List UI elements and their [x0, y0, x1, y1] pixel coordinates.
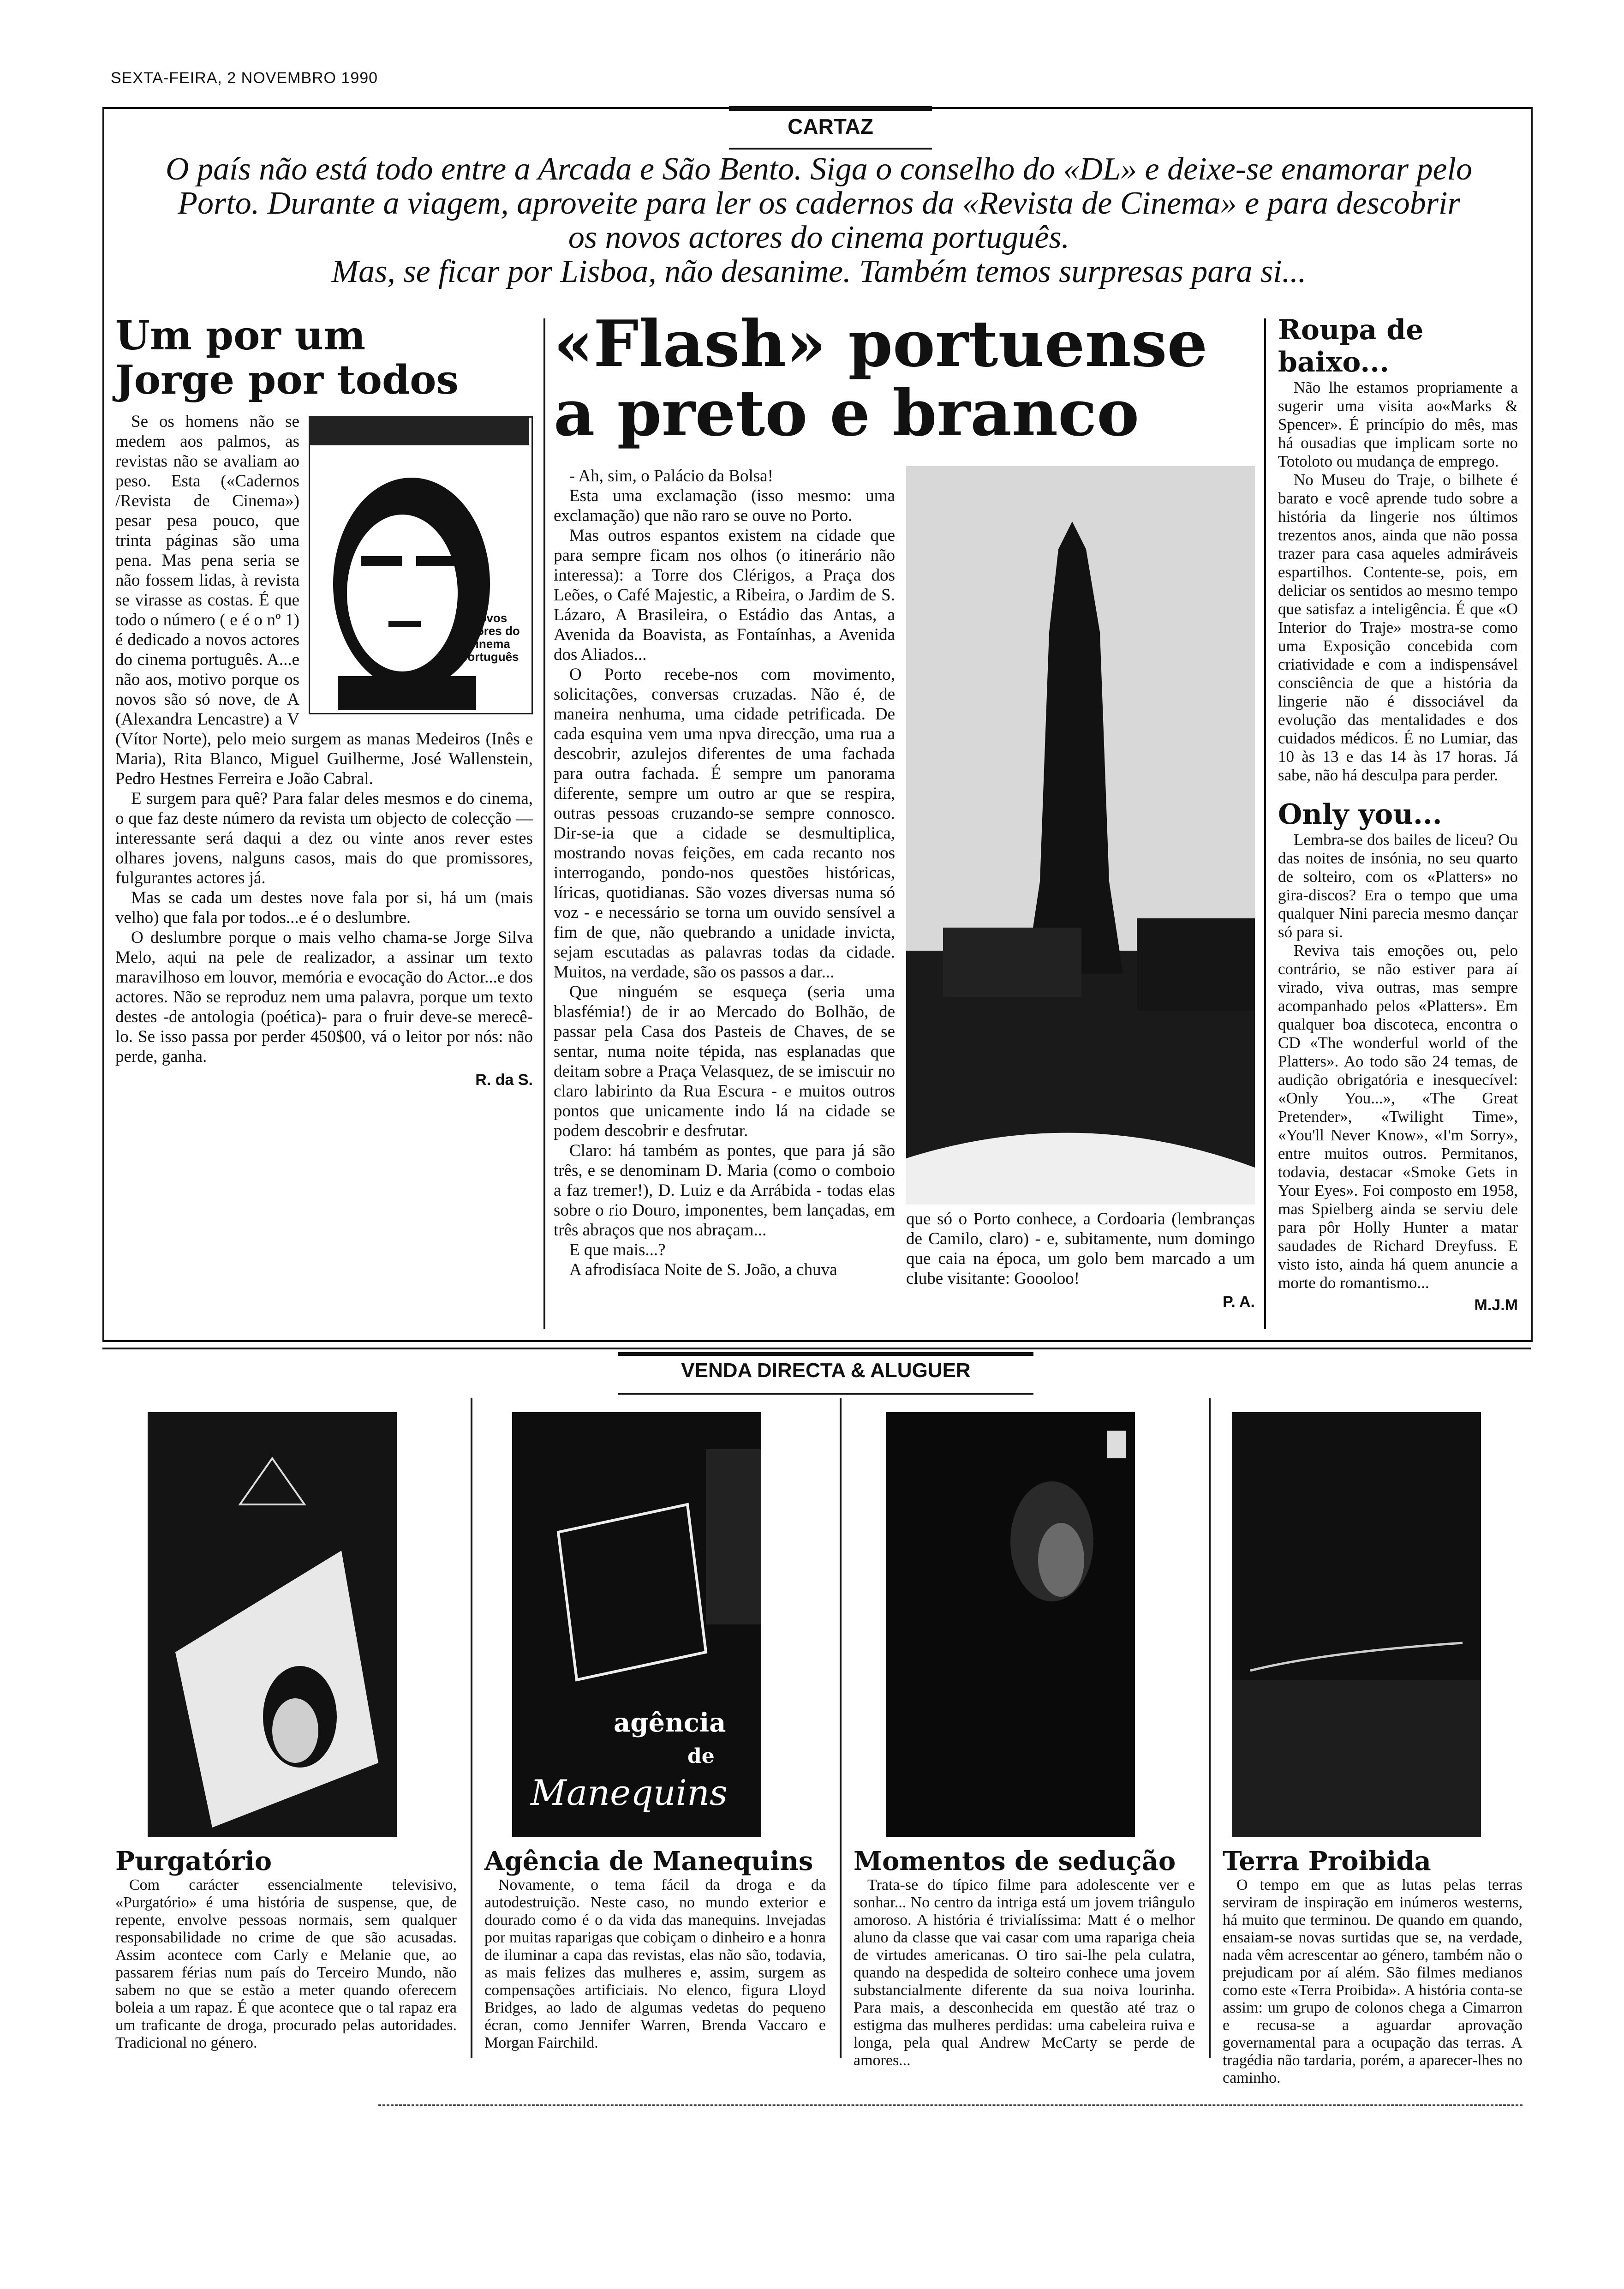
film-momentos — [854, 1412, 1195, 2069]
film-purgatorio — [115, 1412, 457, 2052]
article-center — [554, 306, 1255, 1312]
film-title-purgatorio: Purgatório — [115, 1846, 272, 1876]
film-agencia — [484, 1412, 826, 2052]
article-right-p4: Reviva tais emoções ou, pelo contrário, se não estiver para aí virado, viva outras, mas sempre acompanhado pelos «Platters». Em qualquer boa discoteca, encontra o CD «The wonderful world of the Platters». Ao todo são 24 temas, de audição obrigatória e inesquecível: «Only You...», «The Great Pretender», «Twilight Time», «You'll Never Know», «I'm Sorry», entre muitos outros. Permitanos, todavia, destacar «Smoke Gets in Your Eyes». Foi composto em 1958, mas Spielberg ainda se serviu dele para pôr Holly Hunter a matar saudades de Richard Dreyfuss. E visto isto, ainda há quem anuncie a morte do romantismo... — [1278, 941, 1518, 1292]
agencia-cover-title-3: Manequins — [531, 1772, 728, 1813]
film-text-agencia: Novamente, o tema fácil da droga e da autodestruição. Neste caso, no mundo exterior e dourado como é o da vida das manequins. Invejadas por muitas raparigas que cobiçam o dinheiro e a honra de iluminar a capa das revistas, elas não são, todavia, as mais felizes das mulheres e, assim, surgem as compensações artificiais. No elenco, figura Lloyd Bridges, ao lado de algumas vedetas do pequeno écran, como Jennifer Warren, Brenda Vaccaro e Morgan Fairchild. — [484, 1876, 826, 2051]
article-left-p2: E surgem para quê? Para falar deles mesmos e do cinema, o que faz deste número da revista um objecto de colecção — interessante será daqui a dez ou vinte anos rever estes olhares jovens, nalguns casos, mais do que promissores, fulgurantes actores já. — [115, 789, 533, 887]
article-left-p4: O deslumbre porque o mais velho chama-se Jorge Silva Melo, aqui na pele de realizador, a assinar um texto maravilhoso em louvor, memória e evocação do Actor...e dos actores. Não se reproduz nem uma palavra, porque um texto destes -de antologia (poética)- para o fruir deve-se merecê-lo. Se isso passa por perder 450$00, vá o leitor por nós: não perde, ganha. — [115, 928, 533, 1066]
film-text-purgatorio: Com carácter essencialmente televisivo, «Purgatório» é uma história de suspense, que, de repente, envolve pessoas normais, sem qualquer responsabilidade no crime de que são acusadas. Assim acontece com Carly e Melanie que, ao passarem férias num país do Terceiro Mundo, não sabem no que se estão a meter quando oferecem boleia a um rapaz. É que acontece que o tal rapaz era um traficante de droga, procurado pelas autoridades. Tradicional no género. — [115, 1876, 457, 2051]
article-center-p4: O Porto recebe-nos com movimento, solicitações, conversas cruzadas. Não é, de maneira nenhuma, uma cidade petrificada. De cada esquina vem uma npva direcção, uma rua a descobrir, azulejos diferentes de uma fachada para outra fachada. É sempre um panorama diferente, sempre um outro ar que se respira, outras pessoas cruzando-se sempre connosco. Dir-se-ia que a cidade se desmultiplica, mostrando novas feições, em cada recanto nos interrogando, pondo-nos questões históricas, líricas, quotidianas. São vozes diversas numa só voz - e necessário se torna um ouvido sensível a fim de que, não quebrando a unidade invicta, sejam escutadas as palavras todas da cidade. Muitos, na verdade, são os passos a dar... — [554, 665, 895, 982]
column-rule-right — [1264, 318, 1266, 1329]
article-left-p1: Se os homens não se medem aos palmos, as revistas não se avaliam ao peso. Esta («Cadernos /Revista de Cinema») pesar pesa pouco, que trinta páginas são uma pena. Mas pena seria se não fossem lidas, à revista se virasse as costas. É que todo o número ( e é o nº 1) é dedicado a novos actores do cinema português. A...e não aos, motivo porque os novos são só nove, de A (Alexandra Lencastre) a V (Vítor Norte), pelo meio surgem as manas Medeiros (Inês e Maria), Rita Blanco, Miguel Guilherme, José Wallenstein, Pedro Hestnes Ferreira e João Cabral. — [115, 412, 533, 788]
intro-line-4: Mas, se ficar por Lisboa, não desanime. Também temos surpresas para si... — [331, 254, 1307, 289]
article-center-p8: A afrodisíaca Noite de S. João, a chuva — [569, 1260, 837, 1279]
article-right-signature: M.J.M — [1474, 1296, 1518, 1314]
article-center-p5: Que ninguém se esqueça (seria uma blasfémia!) de ir ao Mercado do Bolhão, de passar pela Casa dos Pasteis de Chaves, de se sentar, numa noite tépida, nas esplanadas que deitam sobre a Praça Velasquez, de se imiscuir no claro labirinto da Rua Escura - e muitos outros pontos que unicamente indo lá na cidade se podem descobrir e desfrutar. — [554, 983, 895, 1140]
film-rule-3 — [1209, 1398, 1211, 2058]
venda-title: VENDA DIRECTA & ALUGUER — [618, 1352, 1033, 1395]
article-left-title-2: Jorge por todos — [115, 357, 459, 403]
momentos-cover-image — [886, 1412, 1135, 1837]
article-right-title-2: Only you... — [1278, 798, 1442, 831]
agencia-cover-image — [512, 1412, 761, 1837]
venda-top-rule — [102, 1348, 1531, 1349]
article-center-p6: Claro: há também as pontes, que para já são três, e se denominam D. Maria (como o comboio a faz tremer!), D. Luiz e da Arrábida - todas elas sobre o rio Douro, imponentes, bem lançadas, em três abraços que nos abraçam... — [554, 1141, 895, 1240]
face-portrait-icon — [310, 418, 529, 710]
article-center-title-2: a preto e branco — [554, 375, 1140, 450]
article-right-p2: No Museu do Traje, o bilhete é barato e você aprende tudo sobre a história da lingerie nos últimos trezentos anos, ainda que não possa trazer para casa aqueles admiráveis espartilhos. Contente-se, pois, em deliciar os sentidos ao mesmo tempo que satisfaz a inteligência. É que «O Interior do Traje» mostra-se como uma Exposição concebida com criatividade e com a indispensável consciência de que a história da lingerie não é dissociável da evolução das mentalidades e dos cuidados médicos. É no Lumiar, das 10 às 13 e das 14 às 17 horas. Já sabe, não há desculpa para perder. — [1278, 471, 1518, 784]
article-right-p1: Não lhe estamos propriamente a sugerir uma visita ao«Marks & Spencer». É princípio do mês, mas há ousadias que implicam sorte no Totoloto ou mudança de emprego. — [1278, 378, 1518, 470]
article-center-p9: que só o Porto conhece, a Cordoaria (lembranças de Camilo, claro) - e, subitamente, num domingo que caia na época, um golo bem marcado a um clube visitante: Goooloo! — [906, 1210, 1255, 1288]
clerigos-tower-photo — [906, 466, 1255, 1204]
intro-line-2: Porto. Durante a viagem, aproveite para ler os cadernos da «Revista de Cinema» e para descobrir — [178, 186, 1460, 221]
agencia-cover-title-2: de — [687, 1744, 715, 1768]
article-center-p1: - Ah, sim, o Palácio da Bolsa! — [569, 467, 773, 485]
article-right — [1278, 314, 1518, 1314]
intro-line-1: O país não está todo entre a Arcada e São Bento. Siga o conselho do «DL» e deixe-se enamorar pelo — [166, 151, 1472, 187]
page-date: SEXTA-FEIRA, 2 NOVEMBRO 1990 — [111, 69, 378, 87]
film-text-momentos: Trata-se do típico filme para adolescente ver e sonhar... No centro da intriga está um jovem triângulo amoroso. A história é trivialíssima: Matt é o melhor aluno da classe que vai casar com uma rapariga cheia de virtudes americanas. O tiro sai-lhe pela culatra, quando na despedida de solteiro conhece uma jovem substancialmente diferente da sua noiva lourinha. Para mais, a desconhecida em questão até traz o estigma das mulheres perdidas: uma cabeleira ruiva e longa, pela qual Andrew McCarty se perde de amores... — [854, 1876, 1195, 2069]
woman-portrait-icon — [148, 1412, 397, 1837]
intro-line-3: os novos actores do cinema português. — [568, 220, 1070, 255]
article-left — [115, 314, 533, 1090]
article-center-p3: Mas outros espantos existem na cidade que para sempre ficam nos olhos (o itinerário não interessa): a Torre dos Clérigos, a Praça dos Leões, o Café Majestic, a Ribeira, o Jardim de S. Lázaro, A Brasileira, o Estádio das Antas, a Avenida da Boavista, as Fontaínhas, a Avenida dos Aliados... — [554, 526, 895, 664]
article-left-signature: R. da S. — [475, 1071, 533, 1089]
tower-silhouette-icon — [906, 466, 1255, 1204]
terra-cover-image — [1232, 1412, 1481, 1837]
bottom-rule — [378, 2104, 1522, 2106]
article-right-title-1: Roupa de baixo... — [1278, 314, 1424, 378]
film-rule-2 — [840, 1398, 842, 2058]
agencia-cover-title-1: agência — [614, 1708, 726, 1738]
article-center-title-1: «Flash» portuense — [554, 306, 1208, 381]
magazine-cover-caption: novos actores do cinema português — [459, 611, 520, 664]
article-right-p3: Lembra-se dos bailes de liceu? Ou das noites de insónia, no seu quarto de solteiro, com os «Platters» no gira-discos? Era o tempo que uma qualquer Nini parecia mesmo dançar só para si. — [1278, 831, 1518, 941]
film-text-terra: O tempo em que as lutas pelas terras serviram de inspiração em inúmeros westerns, há muito que terminou. De quando em quando, ensaiam-se novas surtidas que se, na verdade, nada vêm acrescentar ao género, também não o prejudicam por aí além. São filmes medianos como este «Terra Proibida». A história conta-se assim: um grupo de colonos chega a Cimarron e recusa-se a aguardar aprovação governamental para a ocupação das terras. A tragédia não tardaria, porém, a aparecer-lhes no caminho. — [1223, 1876, 1522, 2086]
intro-text — [138, 152, 1499, 289]
article-center-signature: P. A. — [1223, 1293, 1255, 1311]
article-center-p2: Esta uma exclamação (isso mesmo: uma exclamação) que não raro se ouve no Porto. — [554, 486, 895, 525]
article-center-p7: E que mais...? — [569, 1240, 666, 1259]
magazine-cover-image — [309, 416, 533, 714]
couple-silhouette-icon — [886, 1412, 1135, 1837]
purgatorio-cover-image — [148, 1412, 397, 1837]
article-left-p3: Mas se cada um destes nove fala por si, há um (mais velho) que fala por todos...e é o deslumbre. — [115, 888, 533, 927]
section-title: CARTAZ — [729, 106, 932, 150]
film-title-momentos: Momentos de sedução — [854, 1846, 1176, 1876]
film-title-agencia: Agência de Manequins — [484, 1846, 813, 1876]
horizon-cover-icon — [1232, 1412, 1481, 1837]
column-rule-left — [543, 318, 545, 1329]
article-left-title-1: Um por um — [115, 312, 366, 359]
film-terra — [1223, 1412, 1522, 2087]
film-rule-1 — [471, 1398, 472, 2058]
film-title-terra: Terra Proibida — [1223, 1846, 1431, 1876]
